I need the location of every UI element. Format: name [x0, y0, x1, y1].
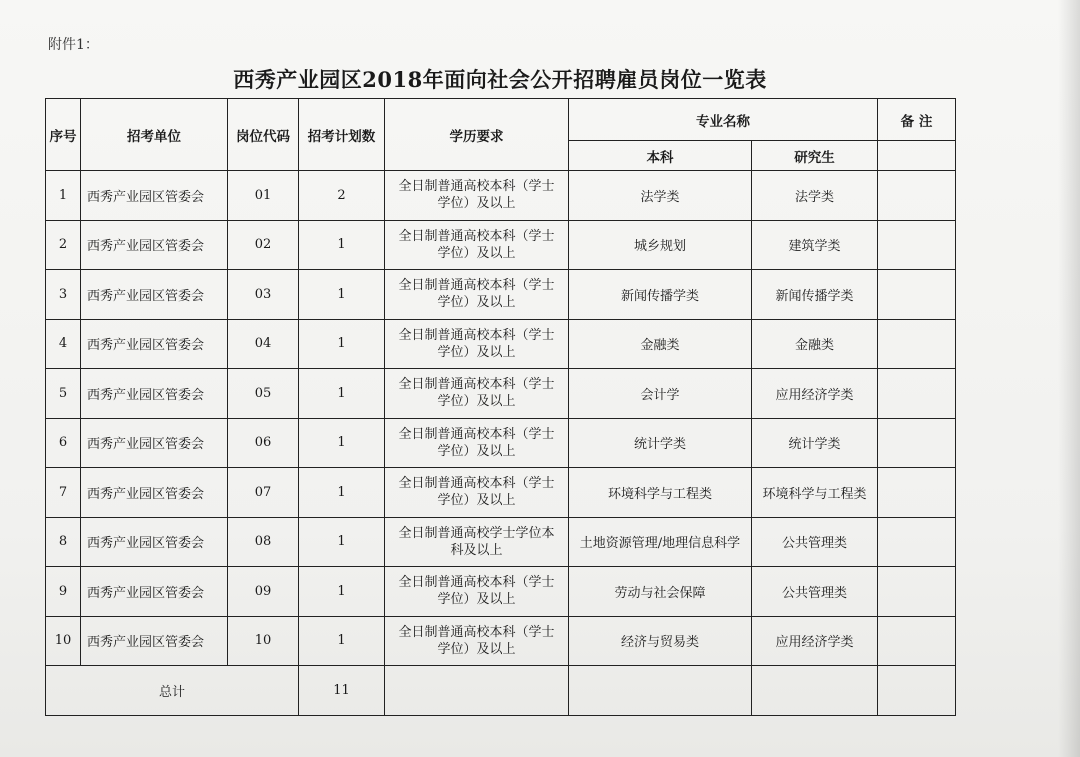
edu-line-2: 学位）及以上 [437, 592, 516, 608]
edu-line-2: 学位）及以上 [437, 245, 516, 261]
header-remarks: 备 注 [878, 99, 956, 141]
cell-count: 1 [299, 567, 385, 617]
table-row [46, 369, 956, 419]
cell-seq: 1 [46, 171, 81, 221]
edu-line-2: 科及以上 [450, 542, 503, 558]
total-remarks-blank [878, 666, 956, 716]
cell-code: 05 [228, 369, 299, 419]
cell-grad: 金融类 [752, 319, 878, 369]
cell-remarks [878, 567, 956, 617]
cell-seq: 2 [46, 220, 81, 270]
cell-education [385, 270, 569, 320]
cell-grad: 应用经济学类 [752, 369, 878, 419]
cell-grad: 公共管理类 [752, 567, 878, 617]
cell-grad: 新闻传播学类 [752, 270, 878, 320]
cell-count: 1 [299, 418, 385, 468]
cell-grad: 环境科学与工程类 [752, 468, 878, 518]
cell-remarks [878, 319, 956, 369]
cell-count: 1 [299, 517, 385, 567]
recruitment-table [45, 98, 956, 716]
cell-code: 04 [228, 319, 299, 369]
table-row [46, 171, 956, 221]
cell-undergrad: 劳动与社会保障 [569, 567, 752, 617]
table-row [46, 616, 956, 666]
header-unit: 招考单位 [81, 99, 228, 171]
cell-undergrad: 金融类 [569, 319, 752, 369]
edu-line-2: 学位）及以上 [437, 295, 516, 311]
cell-seq: 4 [46, 319, 81, 369]
document-title: 西秀产业园区2018年面向社会公开招聘雇员岗位一览表 [233, 67, 767, 92]
cell-count: 1 [299, 270, 385, 320]
cell-unit: 西秀产业园区管委会 [81, 270, 228, 320]
header-row-1 [46, 99, 956, 141]
cell-undergrad: 城乡规划 [569, 220, 752, 270]
cell-unit: 西秀产业园区管委会 [81, 418, 228, 468]
header-count: 招考计划数 [299, 99, 385, 171]
edu-line-1: 全日制普通高校本科（学士 [398, 377, 555, 393]
cell-remarks [878, 418, 956, 468]
cell-code: 02 [228, 220, 299, 270]
cell-education [385, 418, 569, 468]
edu-line-1: 全日制普通高校学士学位本 [398, 525, 555, 541]
header-code: 岗位代码 [228, 99, 299, 171]
cell-grad: 应用经济学类 [752, 616, 878, 666]
header-seq: 序号 [46, 99, 81, 171]
cell-education [385, 220, 569, 270]
table-row [46, 270, 956, 320]
cell-unit: 西秀产业园区管委会 [81, 171, 228, 221]
cell-code: 09 [228, 567, 299, 617]
cell-undergrad: 新闻传播学类 [569, 270, 752, 320]
cell-remarks [878, 270, 956, 320]
table-row [46, 418, 956, 468]
cell-grad: 法学类 [752, 171, 878, 221]
cell-code: 08 [228, 517, 299, 567]
total-label: 总计 [46, 666, 299, 716]
table-row [46, 319, 956, 369]
total-grad-blank [752, 666, 878, 716]
table-row [46, 220, 956, 270]
table-row [46, 567, 956, 617]
edu-line-2: 学位）及以上 [437, 493, 516, 509]
cell-undergrad: 法学类 [569, 171, 752, 221]
cell-code: 01 [228, 171, 299, 221]
header-major: 专业名称 [569, 99, 878, 141]
cell-code: 06 [228, 418, 299, 468]
edu-line-1: 全日制普通高校本科（学士 [398, 476, 555, 492]
cell-unit: 西秀产业园区管委会 [81, 220, 228, 270]
cell-count: 1 [299, 220, 385, 270]
cell-undergrad: 土地资源管理/地理信息科学 [569, 517, 752, 567]
header-grad: 研究生 [752, 141, 878, 171]
cell-education [385, 616, 569, 666]
cell-education [385, 517, 569, 567]
cell-count: 1 [299, 369, 385, 419]
cell-seq: 7 [46, 468, 81, 518]
cell-code: 03 [228, 270, 299, 320]
edu-line-1: 全日制普通高校本科（学士 [398, 575, 555, 591]
cell-undergrad: 经济与贸易类 [569, 616, 752, 666]
cell-seq: 9 [46, 567, 81, 617]
cell-unit: 西秀产业园区管委会 [81, 567, 228, 617]
edu-line-1: 全日制普通高校本科（学士 [398, 278, 555, 294]
cell-undergrad: 统计学类 [569, 418, 752, 468]
cell-grad: 公共管理类 [752, 517, 878, 567]
header-undergrad: 本科 [569, 141, 752, 171]
header-education: 学历要求 [385, 99, 569, 171]
cell-undergrad: 环境科学与工程类 [569, 468, 752, 518]
cell-unit: 西秀产业园区管委会 [81, 616, 228, 666]
cell-seq: 5 [46, 369, 81, 419]
edu-line-1: 全日制普通高校本科（学士 [398, 179, 555, 195]
total-education-blank [385, 666, 569, 716]
cell-count: 1 [299, 468, 385, 518]
cell-unit: 西秀产业园区管委会 [81, 319, 228, 369]
cell-remarks [878, 369, 956, 419]
table-row [46, 468, 956, 518]
edu-line-2: 学位）及以上 [437, 196, 516, 212]
cell-seq: 6 [46, 418, 81, 468]
cell-seq: 3 [46, 270, 81, 320]
cell-grad: 建筑学类 [752, 220, 878, 270]
total-row [46, 666, 956, 716]
edu-line-1: 全日制普通高校本科（学士 [398, 228, 555, 244]
cell-seq: 10 [46, 616, 81, 666]
cell-count: 1 [299, 616, 385, 666]
edu-line-1: 全日制普通高校本科（学士 [398, 327, 555, 343]
cell-education [385, 369, 569, 419]
cell-undergrad: 会计学 [569, 369, 752, 419]
cell-remarks [878, 517, 956, 567]
cell-unit: 西秀产业园区管委会 [81, 468, 228, 518]
attachment-label: 附件1： [48, 37, 99, 53]
cell-seq: 8 [46, 517, 81, 567]
cell-count: 1 [299, 319, 385, 369]
cell-remarks [878, 616, 956, 666]
cell-count: 2 [299, 171, 385, 221]
cell-grad: 统计学类 [752, 418, 878, 468]
cell-education [385, 567, 569, 617]
cell-remarks [878, 171, 956, 221]
page-edge-shadow [1058, 0, 1080, 757]
cell-code: 07 [228, 468, 299, 518]
edu-line-2: 学位）及以上 [437, 394, 516, 410]
edu-line-2: 学位）及以上 [437, 344, 516, 360]
edu-line-1: 全日制普通高校本科（学士 [398, 426, 555, 442]
cell-education [385, 171, 569, 221]
table-row [46, 517, 956, 567]
edu-line-1: 全日制普通高校本科（学士 [398, 624, 555, 640]
cell-education [385, 319, 569, 369]
cell-education [385, 468, 569, 518]
edu-line-2: 学位）及以上 [437, 641, 516, 657]
edu-line-2: 学位）及以上 [437, 443, 516, 459]
cell-unit: 西秀产业园区管委会 [81, 369, 228, 419]
cell-remarks [878, 468, 956, 518]
cell-code: 10 [228, 616, 299, 666]
cell-remarks [878, 220, 956, 270]
total-undergrad-blank [569, 666, 752, 716]
cell-unit: 西秀产业园区管委会 [81, 517, 228, 567]
total-count: 11 [299, 666, 385, 716]
header-remarks-blank [878, 141, 956, 171]
